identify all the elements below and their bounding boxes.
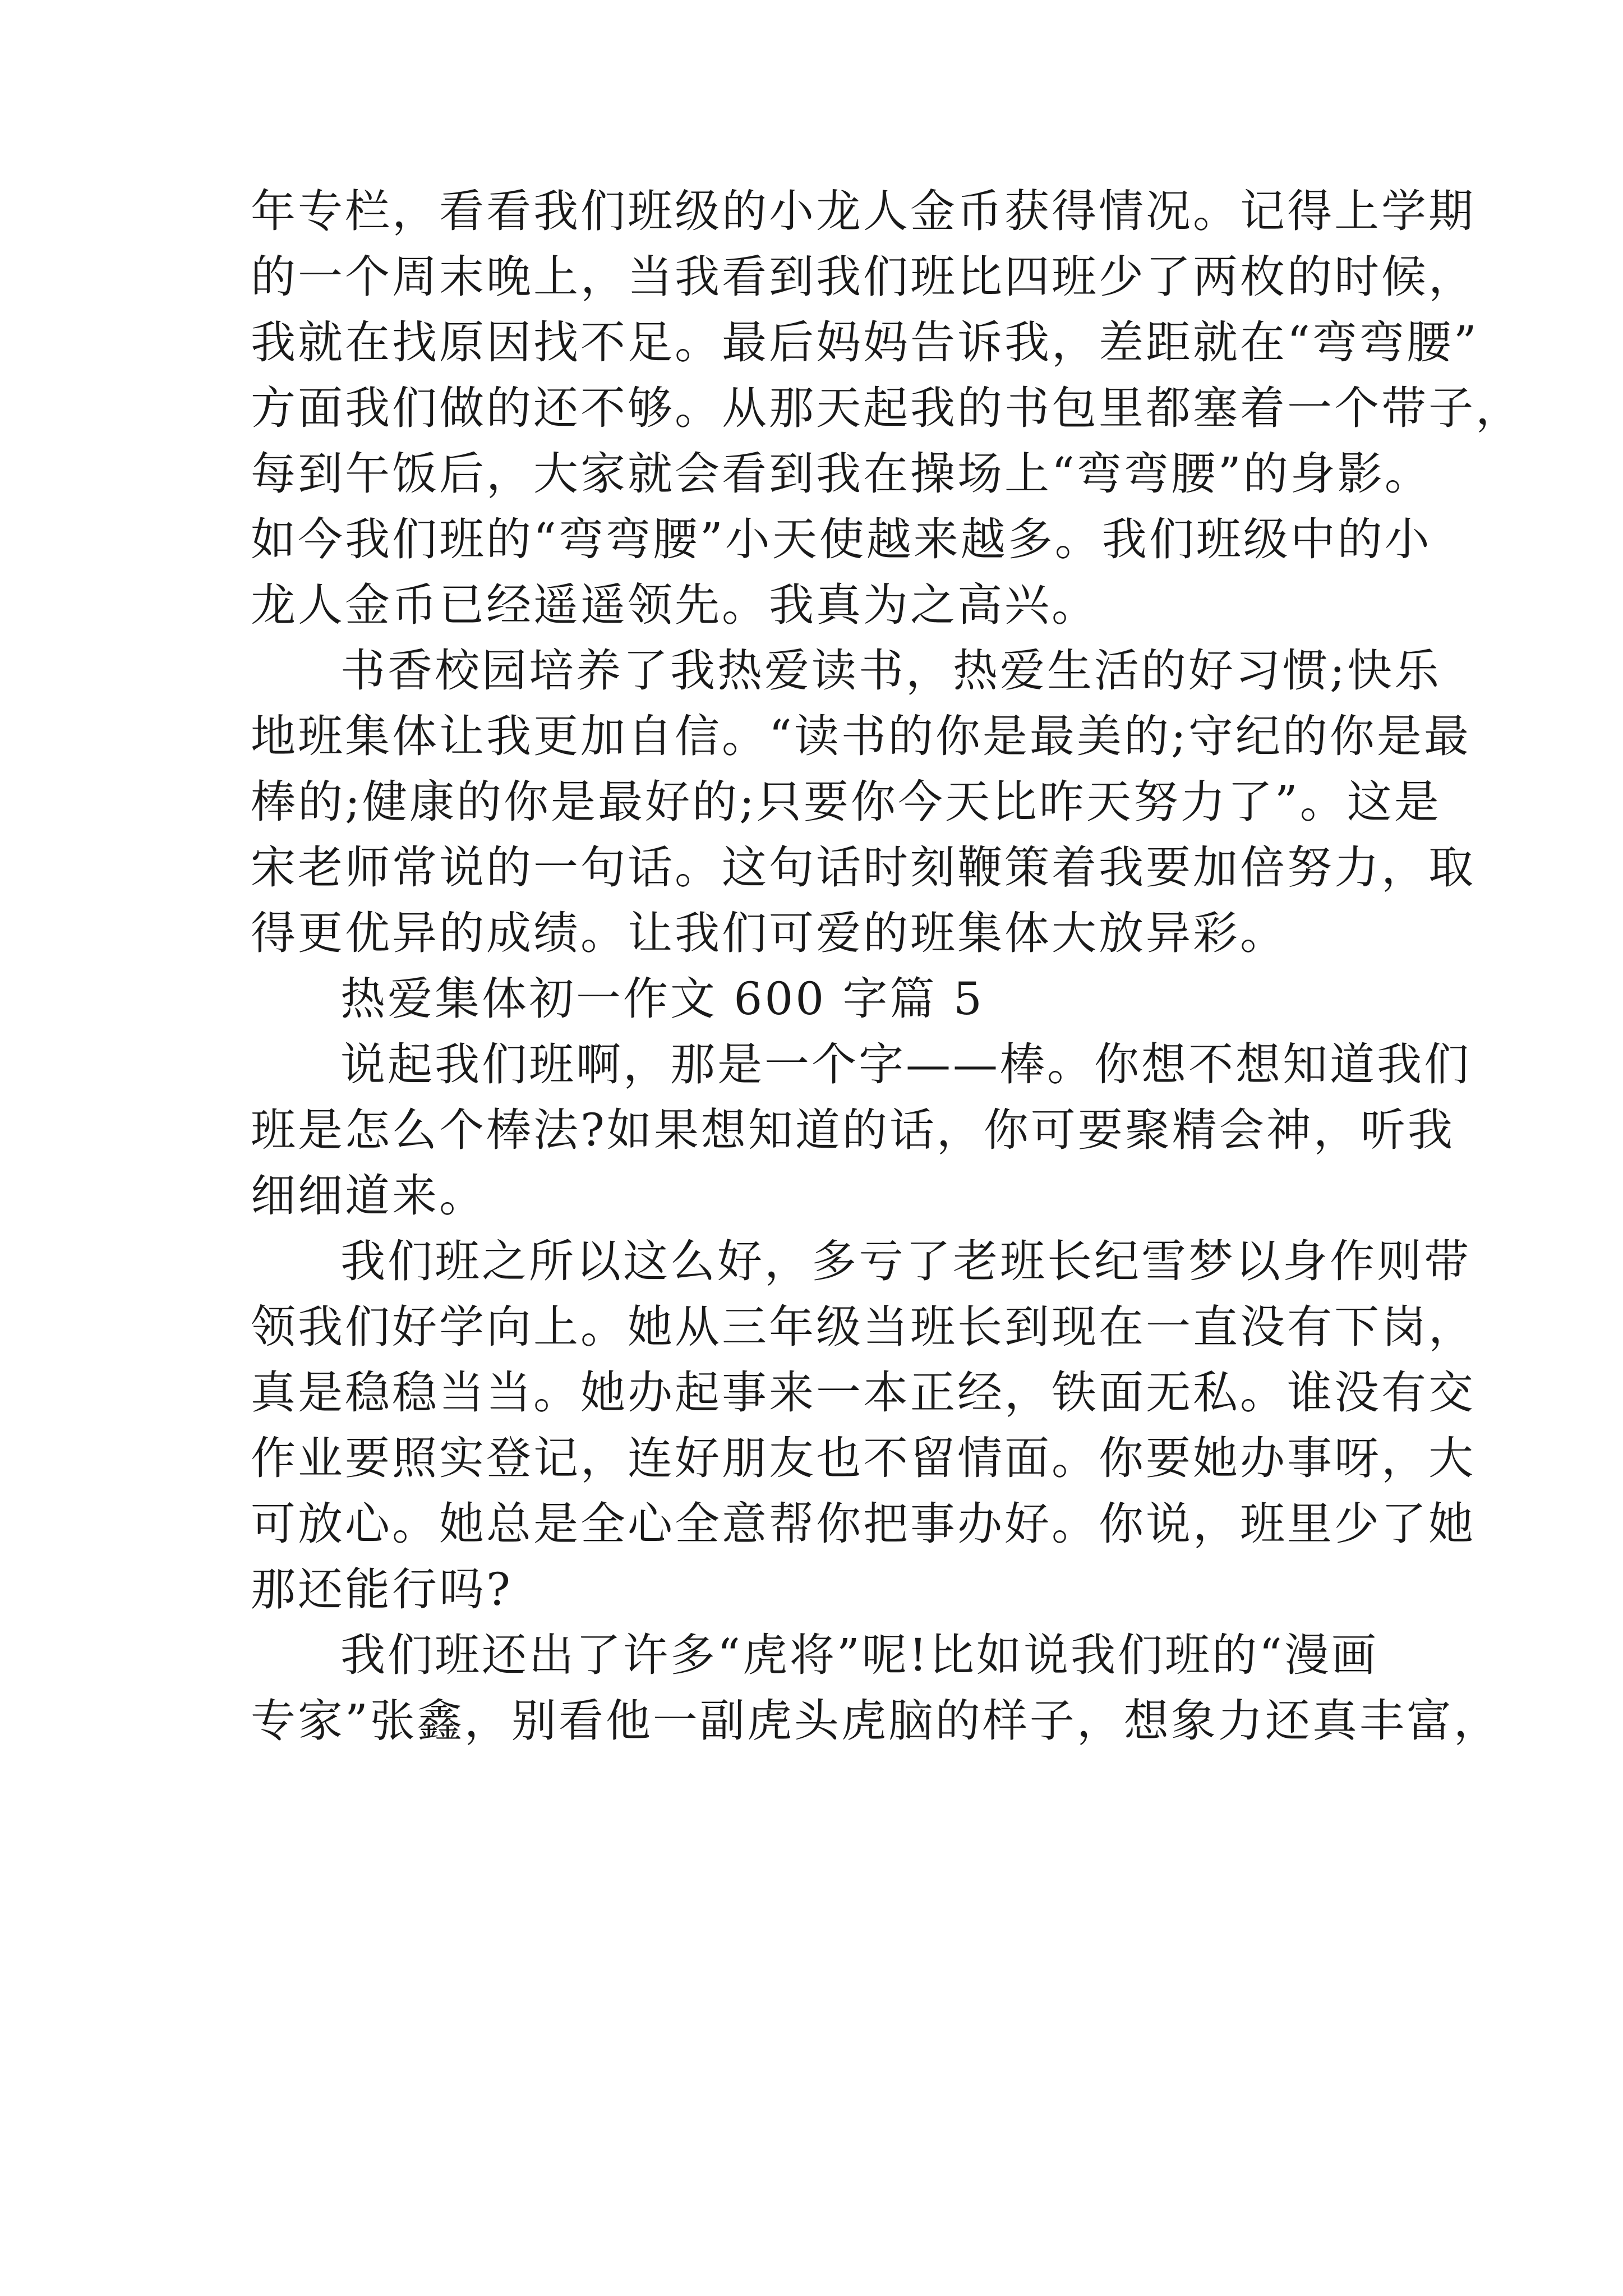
text-line: 龙人金币已经遥遥领先。我真为之高兴。 <box>251 579 1099 631</box>
text-line: 专家”张鑫，别看他一副虎头虎脑的样子，想象力还真丰富， <box>251 1695 1501 1747</box>
text-line: 领我们好学向上。她从三年级当班长到现在一直没有下岗， <box>251 1301 1476 1353</box>
article-body <box>251 178 1523 1754</box>
text-line: 作业要照实登记，连好朋友也不留情面。你要她办事呀，大 <box>251 1432 1476 1484</box>
text-line: 方面我们做的还不够。从那天起我的书包里都塞着一个带子， <box>251 382 1523 434</box>
text-line: 年专栏，看看我们班级的小龙人金币获得情况。记得上学期 <box>251 185 1476 237</box>
text-line: 如今我们班的“弯弯腰”小天使越来越多。我们班级中的小 <box>251 513 1432 565</box>
text-line: 可放心。她总是全心全意帮你把事办好。你说，班里少了她 <box>251 1498 1476 1550</box>
text-line: 我们班还出了许多“虎将”呢!比如说我们班的“漫画 <box>340 1629 1378 1681</box>
text-line: 细细道来。 <box>251 1170 486 1222</box>
text-line: 真是稳稳当当。她办起事来一本正经，铁面无私。谁没有交 <box>251 1366 1476 1419</box>
text-line: 的一个周末晚上，当我看到我们班比四班少了两枚的时候， <box>251 251 1476 303</box>
text-line: 那还能行吗? <box>251 1563 513 1616</box>
text-line: 我们班之所以这么好，多亏了老班长纪雪梦以身作则带 <box>340 1235 1471 1287</box>
text-line: 热爱集体初一作文 600 字篇 5 <box>340 973 984 1025</box>
text-line: 我就在找原因找不足。最后妈妈告诉我，差距就在“弯弯腰” <box>251 316 1479 369</box>
text-line: 宋老师常说的一句话。这句话时刻鞭策着我要加倍努力，取 <box>251 841 1476 894</box>
text-line: 书香校园培养了我热爱读书，热爱生活的好习惯;快乐 <box>340 645 1441 697</box>
text-line: 棒的;健康的你是最好的;只要你今天比昨天努力了”。这是 <box>251 776 1441 828</box>
text-line: 每到午饭后，大家就会看到我在操场上“弯弯腰”的身影。 <box>251 448 1432 500</box>
text-line: 得更优异的成绩。让我们可爱的班集体大放异彩。 <box>251 907 1287 959</box>
text-line: 说起我们班啊，那是一个字——棒。你想不想知道我们 <box>340 1038 1471 1091</box>
text-line: 地班集体让我更加自信。“读书的你是最美的;守纪的你是最 <box>251 710 1471 762</box>
text-line: 班是怎么个棒法?如果想知道的话，你可要聚精会神，听我 <box>251 1104 1455 1156</box>
